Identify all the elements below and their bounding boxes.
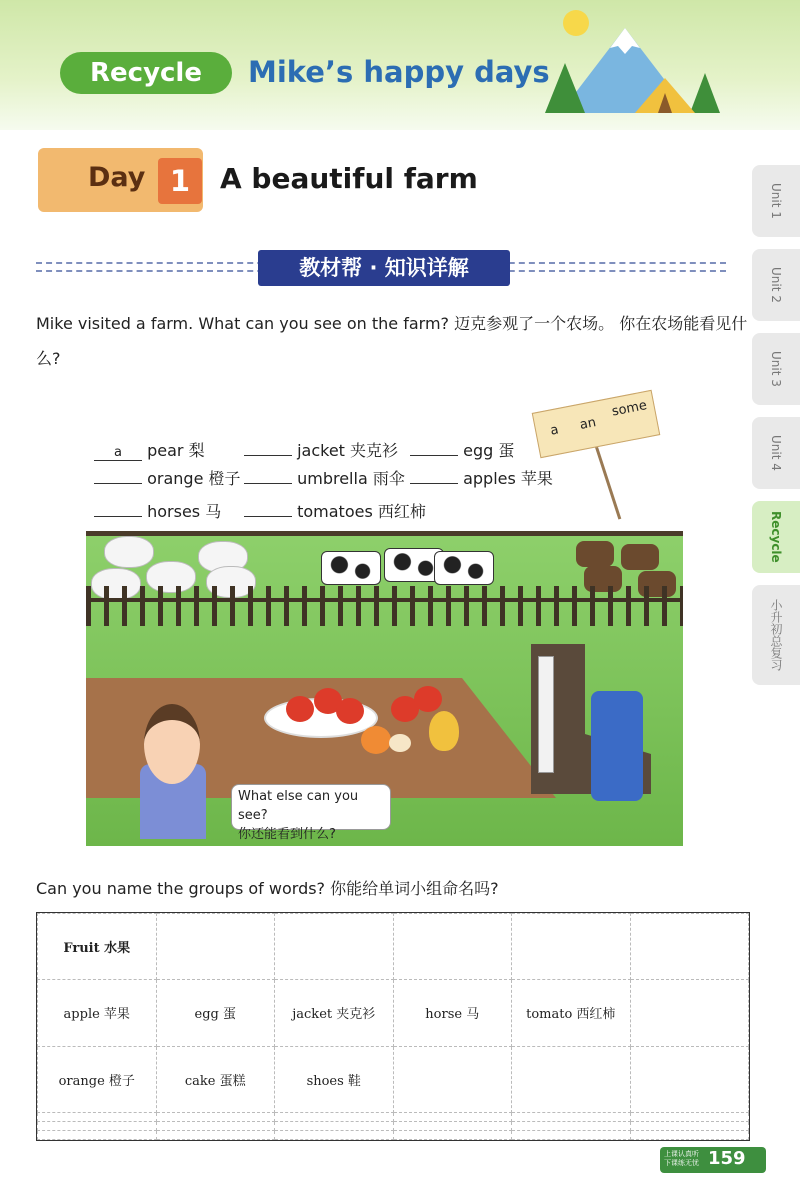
word-label: umbrella 雨伞 — [297, 469, 405, 488]
table-cell[interactable] — [275, 914, 394, 980]
tab-unit-2[interactable]: Unit 2 — [752, 249, 800, 321]
footer-line-1: 上课认真听 — [664, 1150, 699, 1158]
answer-blank[interactable] — [410, 455, 458, 456]
speech-english: What else can you see? — [238, 789, 359, 823]
table-cell[interactable] — [512, 914, 631, 980]
table-cell[interactable] — [156, 1121, 275, 1130]
jacket-icon — [591, 691, 643, 801]
answer-blank[interactable] — [244, 455, 292, 456]
table-cell: shoes 鞋 — [275, 1046, 394, 1112]
table-cell[interactable] — [630, 914, 749, 980]
day-number: 1 — [158, 158, 202, 204]
answer-blank[interactable] — [244, 483, 292, 484]
word-label: apples 苹果 — [463, 469, 553, 488]
table-cell[interactable] — [393, 914, 512, 980]
table-cell: tomato 西红柿 — [512, 980, 631, 1046]
table-cell: jacket 夹克衫 — [275, 980, 394, 1046]
exercise-item — [244, 438, 398, 461]
mountain-camp-icon — [540, 18, 730, 118]
table-cell[interactable] — [630, 1112, 749, 1121]
table-row — [38, 1121, 749, 1130]
table-cell: horse 马 — [393, 980, 512, 1046]
table-cell[interactable] — [512, 1121, 631, 1130]
sign-word: some — [610, 398, 649, 420]
table-cell: Fruit 水果 — [38, 914, 157, 980]
umbrella-icon — [538, 656, 554, 773]
table-cell[interactable] — [393, 1046, 512, 1112]
tab-unit-3[interactable]: Unit 3 — [752, 333, 800, 405]
recycle-label: Recycle — [60, 52, 232, 94]
orange-icon — [361, 726, 391, 754]
footer-line-2: 下课练无忧 — [664, 1159, 699, 1167]
page-footer — [660, 1147, 766, 1173]
exercise-item — [94, 499, 221, 522]
apple-icon — [414, 686, 442, 712]
horse-icon — [621, 544, 659, 570]
tab-unit-4[interactable]: Unit 4 — [752, 417, 800, 489]
table-cell[interactable] — [630, 980, 749, 1046]
day-label: Day — [88, 162, 146, 193]
table-cell[interactable] — [512, 1130, 631, 1139]
cow-icon — [434, 551, 494, 585]
fence-rail — [86, 598, 683, 602]
word-label: pear 梨 — [147, 441, 205, 460]
exercise-item — [244, 499, 426, 522]
tab-review[interactable]: 小升初总复习 — [752, 585, 800, 685]
exercise-item — [94, 466, 241, 489]
tomato-icon — [336, 698, 364, 724]
answer-blank[interactable] — [94, 516, 142, 517]
table-cell[interactable] — [275, 1121, 394, 1130]
tomato-icon — [286, 696, 314, 722]
answer-blank[interactable]: a — [94, 445, 142, 461]
fence-top — [86, 531, 683, 536]
answer-blank[interactable] — [244, 516, 292, 517]
table-cell[interactable] — [630, 1130, 749, 1139]
table-cell[interactable] — [393, 1130, 512, 1139]
table-row — [38, 980, 749, 1046]
exercise-item — [410, 438, 514, 461]
side-tabs — [752, 165, 800, 697]
word-label: tomatoes 西红柿 — [297, 502, 426, 521]
farm-illustration — [86, 386, 683, 846]
horse-icon — [576, 541, 614, 567]
speech-chinese: 你还能看到什么? — [238, 827, 336, 842]
footer-slogan — [664, 1150, 699, 1168]
table-cell[interactable] — [38, 1112, 157, 1121]
exercise-item — [410, 466, 553, 489]
intro-text: Mike visited a farm. What can you see on the farm? 迈克参观了一个农场。 你在农场能看见什么? — [36, 314, 748, 368]
table-cell[interactable] — [630, 1046, 749, 1112]
pear-icon — [429, 711, 459, 751]
table-row — [38, 1130, 749, 1139]
tab-recycle[interactable]: Recycle — [752, 501, 800, 573]
section-badge: 教材帮 · 知识详解 — [258, 250, 510, 286]
table-cell[interactable] — [512, 1112, 631, 1121]
exercise-item — [94, 438, 205, 461]
page-title: Mike’s happy days — [248, 55, 550, 89]
table-cell[interactable] — [156, 914, 275, 980]
sheep-icon — [104, 536, 154, 568]
table-cell[interactable] — [156, 1130, 275, 1139]
word-label: jacket 夹克衫 — [297, 441, 399, 460]
table-cell[interactable] — [275, 1130, 394, 1139]
table-cell[interactable] — [393, 1121, 512, 1130]
word-group-table — [36, 912, 750, 1141]
table-row — [38, 1112, 749, 1121]
table-cell: apple 苹果 — [38, 980, 157, 1046]
fence — [86, 586, 683, 626]
cow-icon — [321, 551, 381, 585]
exercise-item — [244, 466, 405, 489]
table-cell[interactable] — [38, 1130, 157, 1139]
table-cell[interactable] — [512, 1046, 631, 1112]
table-cell[interactable] — [275, 1112, 394, 1121]
speech-bubble — [231, 784, 391, 842]
table-cell: orange 橙子 — [38, 1046, 157, 1112]
boy-head — [144, 704, 200, 784]
question-2: Can you name the groups of words? 你能给单词小组命名吗? — [36, 879, 499, 898]
table-cell[interactable] — [38, 1121, 157, 1130]
word-label: horses 马 — [147, 502, 222, 521]
table-cell[interactable] — [393, 1112, 512, 1121]
table-cell[interactable] — [156, 1112, 275, 1121]
egg-icon — [389, 734, 411, 752]
answer-blank[interactable] — [94, 483, 142, 484]
sign-word: a — [549, 422, 560, 439]
word-label: egg 蛋 — [463, 441, 515, 460]
day-title: A beautiful farm — [220, 162, 478, 195]
table-cell[interactable] — [630, 1121, 749, 1130]
table-cell: egg 蛋 — [156, 980, 275, 1046]
tab-unit-1[interactable]: Unit 1 — [752, 165, 800, 237]
page-number: 159 — [708, 1148, 746, 1169]
table-row — [38, 1046, 749, 1112]
table-row — [38, 914, 749, 980]
table-cell: cake 蛋糕 — [156, 1046, 275, 1112]
answer-blank[interactable] — [410, 483, 458, 484]
word-label: orange 橙子 — [147, 469, 241, 488]
sign-word: an — [578, 415, 598, 433]
